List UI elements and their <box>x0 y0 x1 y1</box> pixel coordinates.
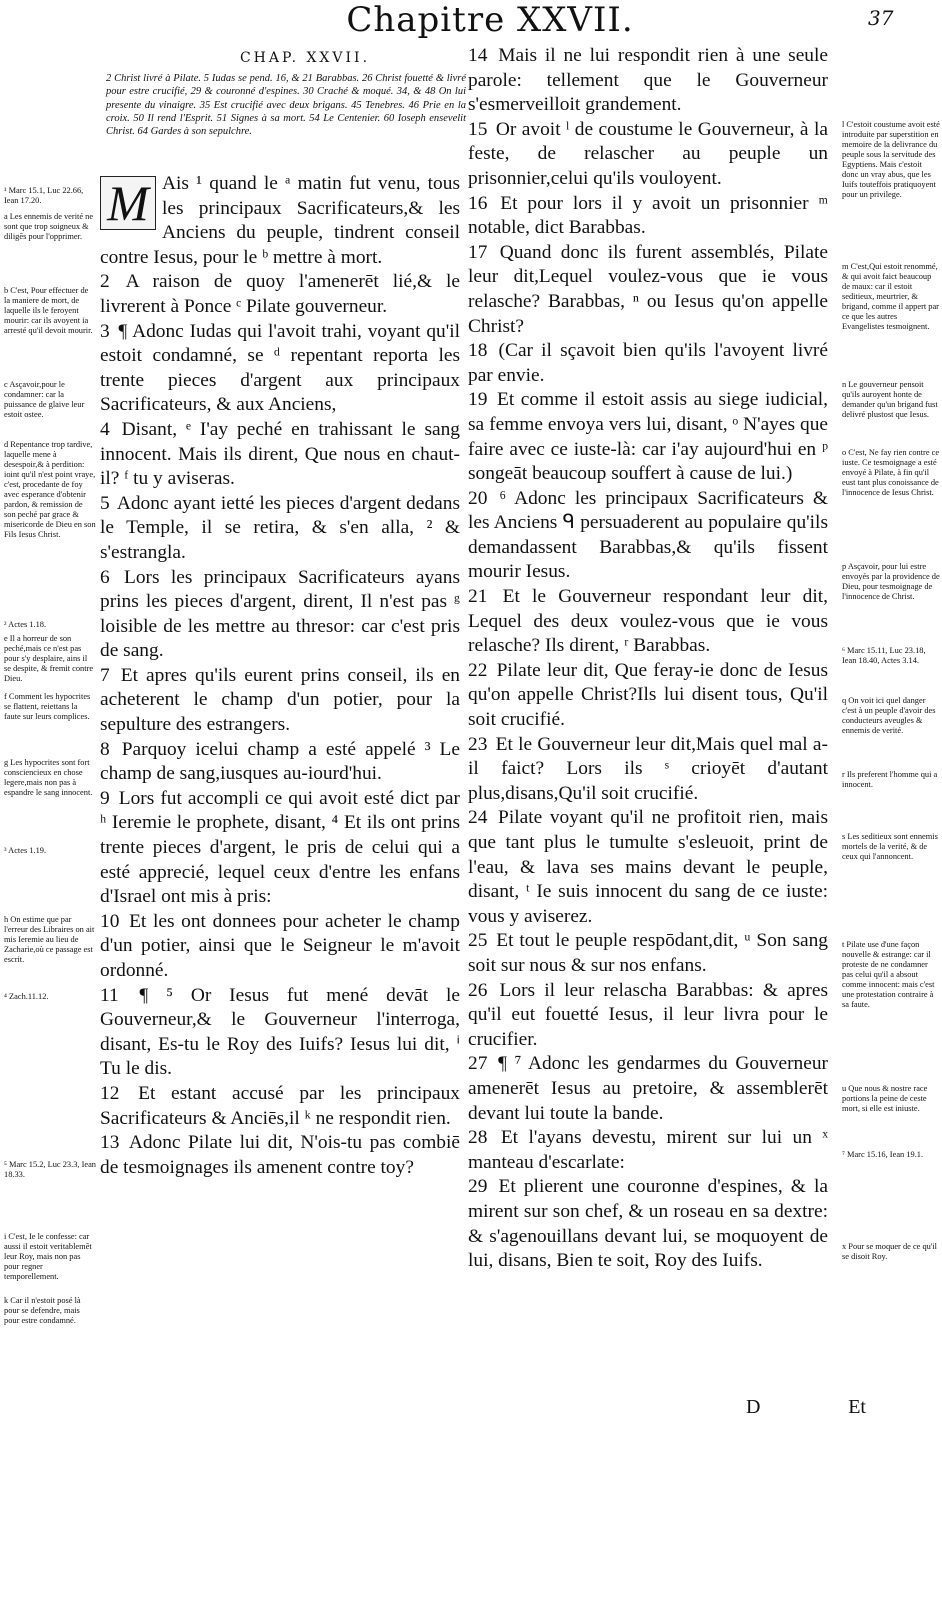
margin-note: u Que nous & nostre race portions la peine de ceste mort, si elle est iniuste. <box>842 1084 928 1113</box>
margin-note: h On estime que par l'erreur des Libraires on ait mis Ieremie au lieu de Zacharie,où ce passage est escrit. <box>4 915 95 964</box>
verse-25 <box>468 929 828 978</box>
margin-note: t Pilate use d'une façon nouvelle & estrange: car il proteste de ne condamner pas celui qu'il a absout comme innocent: mais c'est une protestation contraire à sa faute. <box>842 940 935 1009</box>
verse-number: 7 <box>100 664 110 686</box>
verse-text: Adonc Pilate lui dit, N'ois-tu pas combiē de tesmoignages ils amenent contre toy? <box>100 1132 460 1178</box>
verse-text: Mais il ne lui respondit rien à une seule parole: tellement que le Gouverneur s'esmerveilloit grandement. <box>468 45 828 116</box>
margin-note: ⁷ Marc 15.16, Iean 19.1. <box>842 1150 924 1159</box>
verse-20 <box>468 487 828 585</box>
margin-note: f Comment les hypocrites se flattent, reiettans la faute sur leurs complices. <box>4 692 91 721</box>
margin-note: ³ Actes 1.19. <box>4 846 47 855</box>
margin-note: m C'est,Qui estoit renommé, & qui avoit faict beaucoup de maux: car il estoit seditieux, meurtrier, & brigand, comme il appert par ce que les autres Evangelistes tesmoignent. <box>842 262 939 331</box>
verse-3 <box>100 320 460 418</box>
verse-17 <box>468 241 828 339</box>
running-title: Chapitre XXVII. <box>346 0 634 40</box>
verse-24 <box>468 806 828 929</box>
verse-number: 11 <box>100 984 119 1006</box>
verse-text: Parquoy icelui champ a esté appelé ³ Le champ de sang,iusques au-iourd'hui. <box>100 738 460 785</box>
right-column <box>468 44 828 1274</box>
verse-text: Pilate voyant qu'il ne profitoit rien, mais que tant plus le tumulte s'esleuoit, print de l'eau, & lava ses mains devant le peuple, disant, ᵗ Ie suis innocent du sang de ce iuste: vous y aviserez. <box>468 807 828 927</box>
verse-number: 22 <box>468 659 488 681</box>
margin-note: ⁵ Marc 15.2, Luc 23.3, Iean 18.33. <box>4 1160 96 1179</box>
chapter-summary: 2 Christ livré à Pilate. 5 Iudas se pend. 16, & 21 Barabbas. 26 Christ fouetté & livré pour estre crucifié, 29 & couronné d'espines. 30 Craché & moqué. 34, & 48 On lui presente du vinaigre. 35 Est crucifié avec deux brigans. 45 Tenebres. 46 Prie en la croix. 50 Il rend l'Esprit. 51 Signes à sa mort. 54 Le Centenier. 60 Ioseph ensevelit Christ. 64 Gardes à son sepulchre. <box>106 73 466 138</box>
verse-7 <box>100 664 460 738</box>
verse-number: 27 <box>468 1053 488 1075</box>
left-column <box>100 172 460 1180</box>
margin-note: ⁴ Zach.11.12. <box>4 992 49 1001</box>
verse-text: Ais ¹ quand le ᵃ matin fut venu, tous les principaux Sacrificateurs,& les Anciens du peuple, tindrent conseil contre Iesus, pour le ᵇ mettre à mort. <box>100 173 460 268</box>
margin-note: n Le gouverneur pensoit qu'ils auroyent honte de demander qu'un brigand fust delivré plustost que Iesus. <box>842 380 938 419</box>
verse-number: 14 <box>468 45 488 66</box>
margin-note: x Pour se moquer de ce qu'il se disoit Roy. <box>842 1242 938 1261</box>
margin-note: q On voit ici quel danger c'est à un peuple d'avoir des conducteurs aveugles & ennemis de verité. <box>842 696 936 735</box>
verse-text: Lors les principaux Sacrificateurs ayans prins les pieces d'argent, dirent, Il n'est pas ᵍ loisible de les mettre au thresor: car c'est pris de sang. <box>100 566 460 662</box>
verse-text: Et le Gouverneur respondant leur dit, Lequel des deux voulez-vous que ie vous relasche? Ils dirent, ʳ Barabbas. <box>468 586 828 657</box>
verse-5 <box>100 492 460 566</box>
margin-note: b C'est, Pour effectuer de la maniere de mort, de laquelle ils le feroyent mourir: car ils avoyent ia arresté qu'il devoit mourir. <box>4 286 93 335</box>
verse-text: ¶ Adonc Iudas qui l'avoit trahi, voyant qu'il estoit condamné, se ᵈ repentant reporta les trente pieces d'argent aux principaux Sacrificateurs, & aux Anciens, <box>100 320 460 416</box>
verse-22 <box>468 659 828 733</box>
verse-text: Et plierent une couronne d'espines, & la mirent sur son chef, & un roseau en sa dextre: & s'agenouillans devant lui, se moquoyent de lui, disans, Bien te soit, Roy des Iuifs. <box>468 1176 828 1272</box>
catchword-line <box>746 1396 866 1419</box>
verse-text: Lors il leur relascha Barabbas: & apres qu'il eut fouetté Iesus, il leur livra pour le crucifier. <box>468 979 828 1050</box>
verse-number: 5 <box>100 492 110 514</box>
verse-text: Quand donc ils furent assemblés, Pilate leur dit,Lequel voulez-vous que ie vous relasche? Barabbas, ⁿ ou Iesus qu'on appelle Christ? <box>468 241 828 337</box>
verse-number: 12 <box>100 1082 120 1104</box>
verse-13 <box>100 1131 460 1180</box>
verse-text: ¶ ⁷ Adonc les gendarmes du Gouverneur amenerēt Iesus au pretoire, & assemblerēt devant lui toute la bande. <box>468 1053 828 1124</box>
verse-text: Et pour lors il y avoit un prisonnier ᵐ notable, dict Barabbas. <box>468 192 828 239</box>
verse-4 <box>100 418 460 492</box>
verse-19 <box>468 388 828 486</box>
drop-cap-initial: M <box>100 176 156 230</box>
verse-18 <box>468 339 828 388</box>
margin-note: s Les seditieux sont ennemis mortels de la verité, & de ceux qui l'annoncent. <box>842 832 938 861</box>
verse-23 <box>468 733 828 807</box>
verse-number: 16 <box>468 192 488 214</box>
verse-number: 10 <box>100 910 120 932</box>
verse-number: 9 <box>100 787 110 809</box>
verse-text: A raison de quoy l'amenerēt lié,& le livrerent à Ponce ᶜ Pilate gouverneur. <box>100 271 460 317</box>
verse-8 <box>100 738 460 787</box>
verse-text: Adonc ayant ietté les pieces d'argent dedans le Temple, il se retira, & s'en alla, ² & s'estrangla. <box>100 492 460 563</box>
verse-26 <box>468 979 828 1053</box>
verse-6 <box>100 566 460 664</box>
verse-text: Pilate leur dit, Que feray-ie donc de Iesus qu'on appelle Christ?Ils lui disent tous, Qu'il soit crucifié. <box>468 659 828 731</box>
verse-number: 13 <box>100 1132 120 1154</box>
verse-text: Et les ont donnees pour acheter le champ d'un potier, ainsi que le Seigneur le m'avoit ordonné. <box>100 910 460 981</box>
margin-note: k Car il n'estoit posé là pour se defendre, mais pour estre condamné. <box>4 1296 81 1325</box>
verse-2 <box>100 270 460 319</box>
verse-text: (Car il sçavoit bien qu'ils l'avoyent livré par envie. <box>468 340 828 386</box>
verse-text: Et l'ayans devestu, mirent sur lui un ˣ manteau d'escarlate: <box>468 1127 828 1173</box>
verse-27 <box>468 1052 828 1126</box>
margin-note: ⁶ Marc 15.11, Luc 23.18, Iean 18.40, Actes 3.14. <box>842 646 926 665</box>
verse-number: 4 <box>100 418 110 440</box>
margin-note: a Les ennemis de verité ne sont que trop soigneux & diligēs pour l'opprimer. <box>4 212 94 241</box>
verse-number: 18 <box>468 340 488 362</box>
margin-note: e Il a horreur de son peché,mais ce n'est pas pour s'y desplaire, ains il se despite, & fremit contre Dieu. <box>4 634 94 683</box>
verse-1 <box>100 172 460 270</box>
verse-text: ¶ ⁵ Or Iesus fut mené devāt le Gouverneur,& le Gouverneur l'interroga, disant, Es-tu le Roy des Iuifs? Iesus lui dit, ⁱ Tu le dis. <box>100 984 460 1080</box>
verse-number: 19 <box>468 389 488 411</box>
margin-note: d Repentance trop tardive, laquelle mene à desespoir,& à perdition: ioint qu'il n'est point vraye, c'est, procedante de foy avec esperance d'obtenir pardon, & remission de son peché par grace & misericorde de Dieu en son Fils Iesus Christ. <box>4 440 96 539</box>
verse-text: Disant, ᵉ I'ay peché en trahissant le sang innocent. Mais ils dirent, Que nous en chaut-il? ᶠ tu y aviseras. <box>100 418 460 490</box>
verse-number: 2 <box>100 271 110 293</box>
verse-number: 3 <box>100 320 110 342</box>
verse-text: Et le Gouverneur leur dit,Mais quel mal a-il faict? Lors ils ˢ crioyēt d'autant plus,disans,Qu'il soit crucifié. <box>468 733 828 804</box>
margin-note: g Les hypocrites sont fort consciencieux en chose legere,mais non pas à espandre le sang innocent. <box>4 758 93 797</box>
verse-number: 8 <box>100 738 110 760</box>
verse-number: 15 <box>468 118 488 140</box>
margin-note: l C'estoit coustume avoit esté introduite par superstition en memoire de la delivrance du peuple sous la servitude des Egyptiens. Mais c'estoit donc un vray abus, que les Iuifs touteffois pratiquoyent pour un privilege. <box>842 120 940 199</box>
margin-note: i C'est, Ie le confesse: car aussi il estoit veritablemēt leur Roy, mais non pas pour regner temporellement. <box>4 1232 92 1281</box>
margin-note: p Asçavoir, pour lui estre envoyés par la providence de Dieu, pour tesmoignage de l'innocence de Christ. <box>842 562 940 601</box>
verse-number: 20 <box>468 487 488 509</box>
chapter-heading: CHAP. XXVII. <box>239 50 371 66</box>
margin-note: o C'est, Ne fay rien contre ce iuste. Ce tesmoignage a esté envoyé à Pilate, à fin qu'il eust tant plus conoissance de l'innocence de Iesus Christ. <box>842 448 940 497</box>
verse-number: 29 <box>468 1176 488 1198</box>
verse-12 <box>100 1082 460 1131</box>
verse-number: 6 <box>100 566 110 588</box>
verse-16 <box>468 192 828 241</box>
verse-text: ⁶ Adonc les principaux Sacrificateurs & les Anciens ᑫ persuaderent au populaire qu'ils demandassent Barabbas,& qu'ils fissent mourir Iesus. <box>468 487 828 583</box>
page-number: 37 <box>868 6 894 30</box>
verse-number: 24 <box>468 807 488 829</box>
margin-note: r Ils preferent l'homme qui a innocent. <box>842 770 938 789</box>
margin-note: c Asçavoir,pour le condamner: car la puissance de glaive leur estoit ostee. <box>4 380 85 419</box>
verse-11 <box>100 984 460 1082</box>
verse-text: Or avoit ˡ de coustume le Gouverneur, à la feste, de relascher au peuple un prisonnier,celui qu'ils vouloyent. <box>468 118 828 189</box>
margin-note: ¹ Marc 15.1, Luc 22.66, Iean 17.20. <box>4 186 84 205</box>
verse-number: 26 <box>468 979 488 1001</box>
verse-28 <box>468 1126 828 1175</box>
verse-text: Et comme il estoit assis au siege iudicial, sa femme envoya vers lui, disant, ᵒ N'ayes que faire avec ce iuste-là: car i'ay aujourd'hui en ᵖ songeāt beaucoup souffert à cause de lui.) <box>468 389 828 485</box>
signature-mark: D <box>746 1396 761 1418</box>
verse-number: 28 <box>468 1127 488 1149</box>
verse-number: 25 <box>468 930 488 952</box>
catchword: Et <box>848 1396 866 1418</box>
verse-14 <box>468 44 828 118</box>
verse-text: Et estant accusé par les principaux Sacrificateurs & Anciēs,il ᵏ ne respondit rien. <box>100 1082 460 1129</box>
verse-29 <box>468 1175 828 1273</box>
margin-note: ² Actes 1.18. <box>4 620 47 629</box>
verse-text: Et apres qu'ils eurent prins conseil, ils en acheterent le champ d'un potier, pour la sepulture des estrangers. <box>100 664 460 736</box>
verse-number: 21 <box>468 586 488 608</box>
verse-number: 17 <box>468 241 488 263</box>
verse-number: 23 <box>468 733 488 755</box>
verse-text: Lors fut accompli ce qui avoit esté dict par ʰ Ieremie le prophete, disant, ⁴ Et ils ont prins trente pieces d'argent, le pris de celui qui a esté apprecié, lequel ceux d'entre les enfans d'Israel ont mis à pris: <box>100 787 460 908</box>
verse-21 <box>468 585 828 659</box>
verse-10 <box>100 910 460 984</box>
verse-15 <box>468 118 828 192</box>
verse-9 <box>100 787 460 910</box>
verse-text: Et tout le peuple respōdant,dit, ᵘ Son sang soit sur nous & sur nos enfans. <box>468 930 828 976</box>
